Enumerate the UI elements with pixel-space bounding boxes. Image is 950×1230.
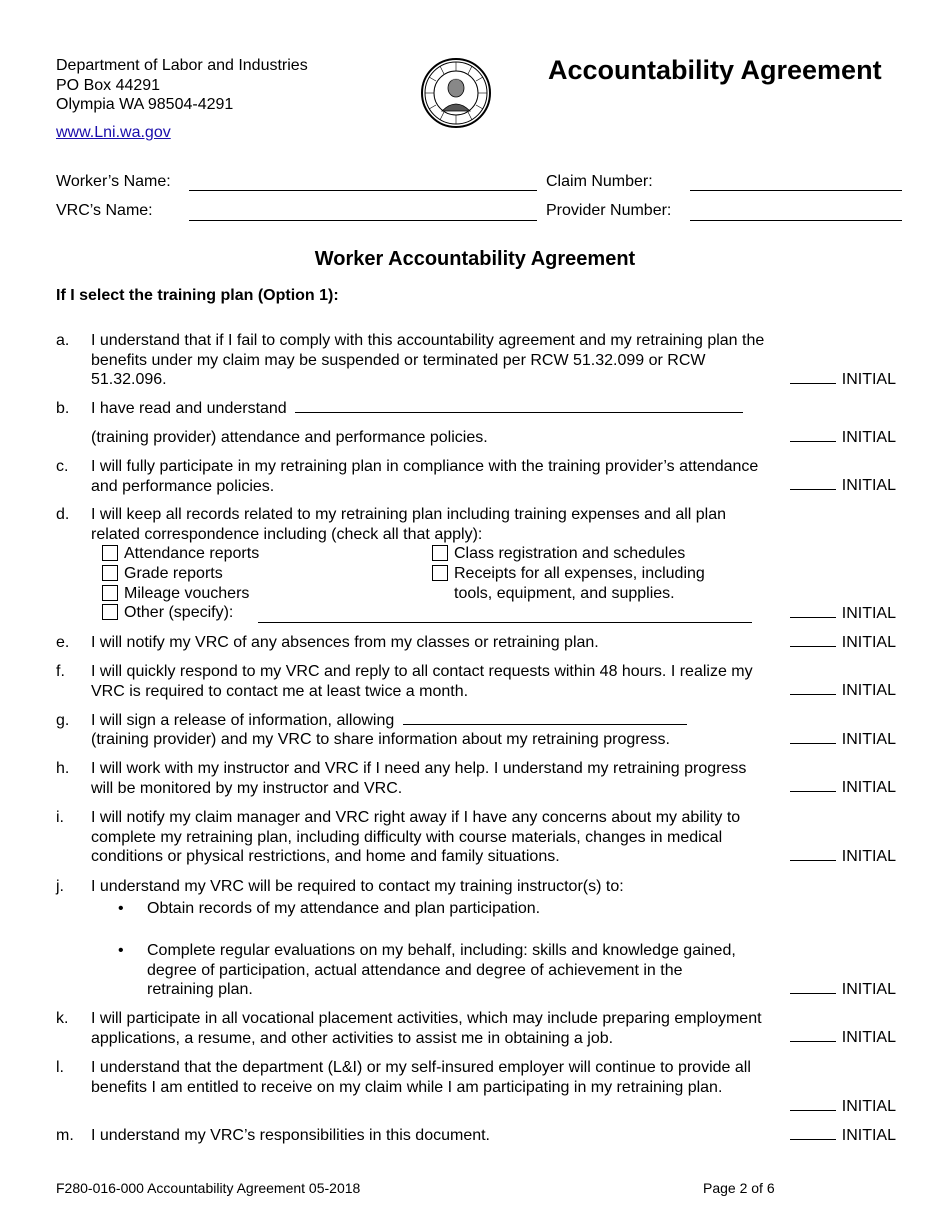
page-number: Page 2 of 6 [703, 1180, 775, 1196]
checkbox-attendance-reports[interactable]: Attendance reports [102, 544, 259, 564]
provider-number-label: Provider Number: [546, 202, 672, 219]
checkbox-other[interactable]: Other (specify): [102, 603, 233, 623]
initial-field[interactable]: INITIAL [790, 980, 896, 1000]
initial-field[interactable]: INITIAL [790, 604, 896, 624]
item-letter: c. [56, 458, 69, 475]
item-text: I will fully participate in my retraining plan in compliance with the training provider’s attendance and performance policies. [91, 458, 759, 495]
bullet-text: Complete regular evaluations on my behalf, including: skills and knowledge gained, degree of participation, actual attendance and degree of achievement in the retraining plan. [147, 942, 736, 998]
claim-number-field[interactable] [690, 190, 902, 191]
item-letter: l. [56, 1059, 64, 1076]
claim-number-label: Claim Number: [546, 173, 653, 190]
checkbox[interactable] [102, 585, 118, 601]
initial-field[interactable]: INITIAL [790, 1028, 896, 1048]
checkbox[interactable] [432, 545, 448, 561]
training-provider-field[interactable] [295, 399, 743, 413]
initial-field[interactable]: INITIAL [790, 778, 896, 798]
receipts-continued: tools, equipment, and supplies. [454, 585, 675, 602]
item-text: I will work with my instructor and VRC if I need any help. I understand my retraining progress will be monitored by my instructor and VRC. [91, 760, 747, 797]
checkbox[interactable] [102, 565, 118, 581]
checkbox[interactable] [102, 545, 118, 561]
agreement-item-b [56, 399, 896, 447]
vrc-name-label: VRC’s Name: [56, 202, 153, 219]
initial-field[interactable]: INITIAL [790, 681, 896, 701]
initial-field[interactable]: INITIAL [790, 428, 896, 448]
item-letter: h. [56, 760, 70, 777]
item-letter: f. [56, 663, 65, 680]
agreement-item-f [56, 662, 896, 702]
item-text: I will notify my VRC of any absences from my classes or retraining plan. [91, 634, 599, 651]
initial-field[interactable]: INITIAL [790, 1126, 896, 1146]
form-title: Accountability Agreement [548, 55, 882, 85]
item-letter: j. [56, 878, 64, 895]
item-text: I understand my VRC will be required to contact my training instructor(s) to: [91, 878, 624, 895]
item-text: I will participate in all vocational placement activities, which may include preparing employment applications, a resume, and other activities to assist me in obtaining a job. [91, 1010, 762, 1047]
worker-name-field[interactable] [189, 190, 537, 191]
item-letter: m. [56, 1127, 74, 1144]
agreement-item-c [56, 457, 896, 497]
state-seal-icon [420, 57, 492, 129]
item-text: I will sign a release of information, allowing [91, 712, 395, 729]
initial-field[interactable]: INITIAL [790, 633, 896, 653]
item-text: I understand that the department (L&I) or my self-insured employer will continue to provide all benefits I am entitled to receive on my claim while I am participating in my retraining plan. [91, 1059, 751, 1096]
agency-city: Olympia WA 98504-4291 [56, 96, 234, 113]
other-specify-field[interactable] [258, 622, 752, 623]
agreement-item-a [56, 331, 896, 391]
item-letter: k. [56, 1010, 69, 1027]
item-text: I will notify my claim manager and VRC right away if I have any concerns about my ability to complete my retraining plan, including difficulty with course materials, changes in medical conditions or physical restrictions, and home and family situations. [91, 809, 741, 865]
item-letter: d. [56, 506, 70, 523]
agency-address [56, 56, 308, 115]
agreement-item-h [56, 759, 896, 799]
checkbox-receipts[interactable]: Receipts for all expenses, including [432, 564, 705, 584]
item-text: I understand that if I fail to comply with this accountability agreement and my retraining plan the benefits under my claim may be suspended or terminated per RCW 51.32.099 or RCW 51.32.096. [91, 332, 765, 388]
item-text: I have read and understand [91, 400, 287, 417]
item-text-cont: (training provider) and my VRC to share information about my retraining progress. [91, 731, 670, 748]
item-text: I will keep all records related to my retraining plan including training expenses and all plan related correspondence including (check all that apply): [91, 506, 727, 543]
agreement-item-i [56, 808, 896, 868]
agency-name: Department of Labor and Industries [56, 57, 308, 74]
checkbox-grade-reports[interactable]: Grade reports [102, 564, 223, 584]
vrc-name-field[interactable] [189, 220, 537, 221]
checkbox[interactable] [102, 604, 118, 620]
item-letter: g. [56, 712, 70, 729]
bullet-icon: • [118, 900, 124, 917]
worker-name-label: Worker’s Name: [56, 173, 171, 190]
initial-field[interactable]: INITIAL [790, 370, 896, 390]
item-text: I understand my VRC’s responsibilities in this document. [91, 1127, 490, 1144]
bullet-text: Obtain records of my attendance and plan participation. [147, 900, 541, 917]
section-title: Worker Accountability Agreement [314, 248, 636, 270]
release-provider-field[interactable] [403, 711, 687, 725]
agreement-item-g [56, 711, 896, 751]
section-subtitle: If I select the training plan (Option 1): [56, 287, 339, 304]
item-letter: i. [56, 809, 64, 826]
initial-field[interactable]: INITIAL [790, 730, 896, 750]
bullet-icon: • [118, 942, 124, 959]
checkbox-class-registration[interactable]: Class registration and schedules [432, 544, 685, 564]
initial-field[interactable]: INITIAL [790, 847, 896, 867]
item-text-cont: (training provider) attendance and performance policies. [91, 429, 488, 446]
provider-number-field[interactable] [690, 220, 902, 221]
checkbox[interactable] [432, 565, 448, 581]
agency-po-box: PO Box 44291 [56, 76, 161, 94]
item-letter: b. [56, 400, 70, 417]
agreement-item-k [56, 1009, 896, 1049]
checkbox-mileage-vouchers[interactable]: Mileage vouchers [102, 584, 249, 604]
form-id: F280-016-000 Accountability Agreement 05-2018 [56, 1180, 361, 1196]
item-text: I will quickly respond to my VRC and reply to all contact requests within 48 hours. I realize my VRC is required to contact me at least twice a month. [91, 663, 753, 700]
agreement-item-m [56, 1126, 896, 1146]
item-letter: e. [56, 634, 70, 651]
initial-field[interactable]: INITIAL [790, 1097, 896, 1117]
agreement-item-e [56, 633, 896, 653]
item-letter: a. [56, 332, 70, 349]
initial-field[interactable]: INITIAL [790, 476, 896, 496]
agreement-item-l [56, 1058, 896, 1118]
website-link[interactable]: www.Lni.wa.gov [56, 124, 171, 141]
